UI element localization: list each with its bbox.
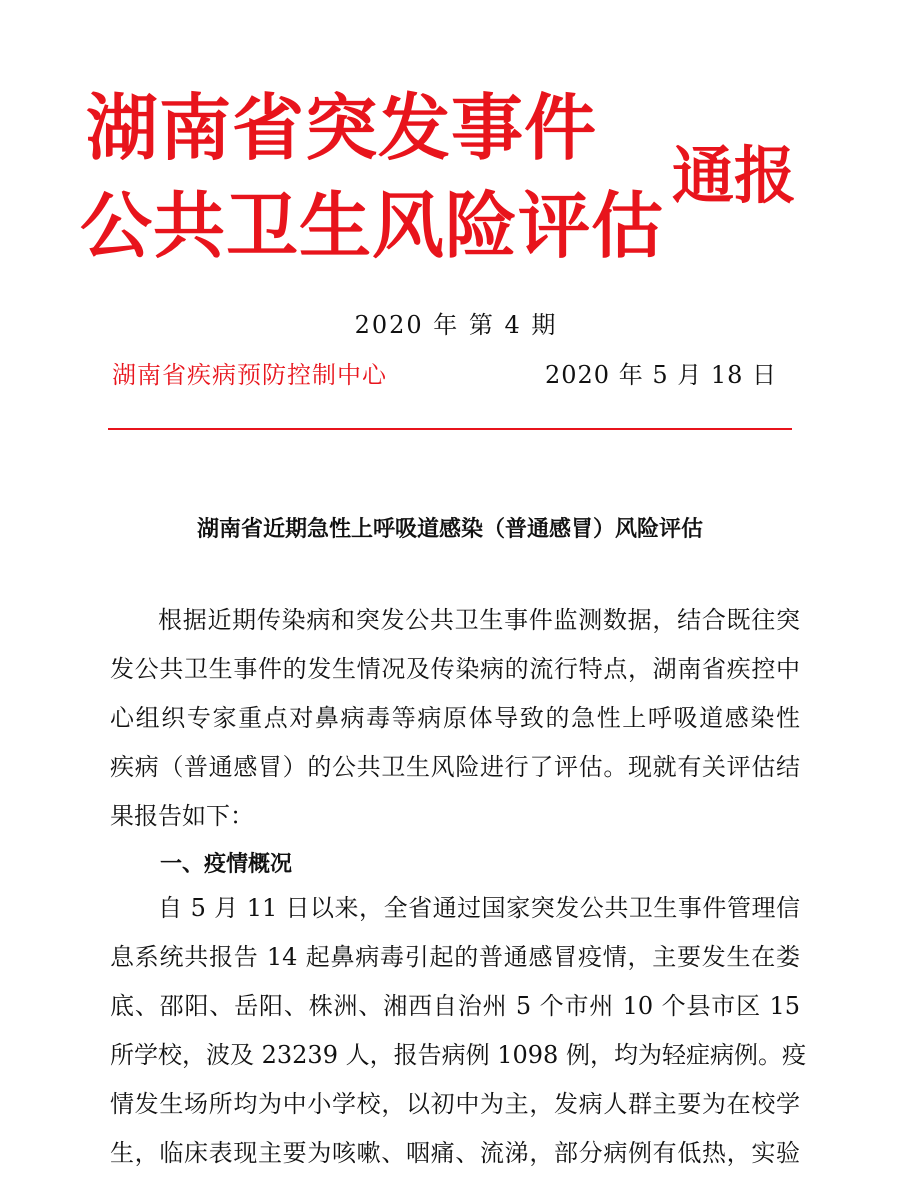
intro-paragraph [110, 600, 800, 845]
section-paragraph [110, 888, 806, 1182]
paragraph-line: 情发生场所均为中小学校，以初中为主，发病人群主要为在校学 [110, 1090, 800, 1118]
header-divider [108, 428, 792, 430]
paragraph-line: 所学校，波及 23239 人，报告病例 1098 例，均为轻症病例。疫 [110, 1041, 806, 1069]
publisher: 湖南省疾病预防控制中心 [112, 361, 387, 389]
paragraph-line: 根据近期传染病和突发公共卫生事件监测数据，结合既往突 [158, 606, 800, 634]
issue-number: 2020 年 第 4 期 [354, 311, 558, 339]
masthead-line-2: 公共卫生风险评估 [80, 184, 665, 268]
masthead [0, 0, 900, 280]
paragraph-line: 息系统共报告 14 起鼻病毒引起的普通感冒疫情，主要发生在娄 [110, 943, 800, 971]
paragraph-line: 生，临床表现主要为咳嗽、咽痛、流涕，部分病例有低热，实验 [110, 1139, 800, 1167]
paragraph-line: 疾病（普通感冒）的公共卫生风险进行了评估。现就有关评估结 [110, 753, 800, 781]
masthead-line-1: 湖南省突发事件 [86, 86, 598, 170]
paragraph-line: 底、邵阳、岳阳、株洲、湘西自治州 5 个市州 10 个县市区 15 [110, 992, 800, 1020]
masthead-bulletin: 通报 [672, 139, 797, 212]
paragraph-line: 果报告如下： [110, 802, 254, 830]
publish-date: 2020 年 5 月 18 日 [545, 361, 778, 389]
paragraph-line: 心组织专家重点对鼻病毒等病原体导致的急性上呼吸道感染性 [110, 704, 800, 732]
paragraph-line: 发公共卫生事件的发生情况及传染病的流行特点，湖南省疾控中 [110, 655, 800, 683]
document-title: 湖南省近期急性上呼吸道感染（普通感冒）风险评估 [196, 517, 703, 542]
paragraph-line: 自 5 月 11 日以来，全省通过国家突发公共卫生事件管理信 [158, 894, 800, 922]
section-heading: 一、疫情概况 [160, 852, 293, 877]
